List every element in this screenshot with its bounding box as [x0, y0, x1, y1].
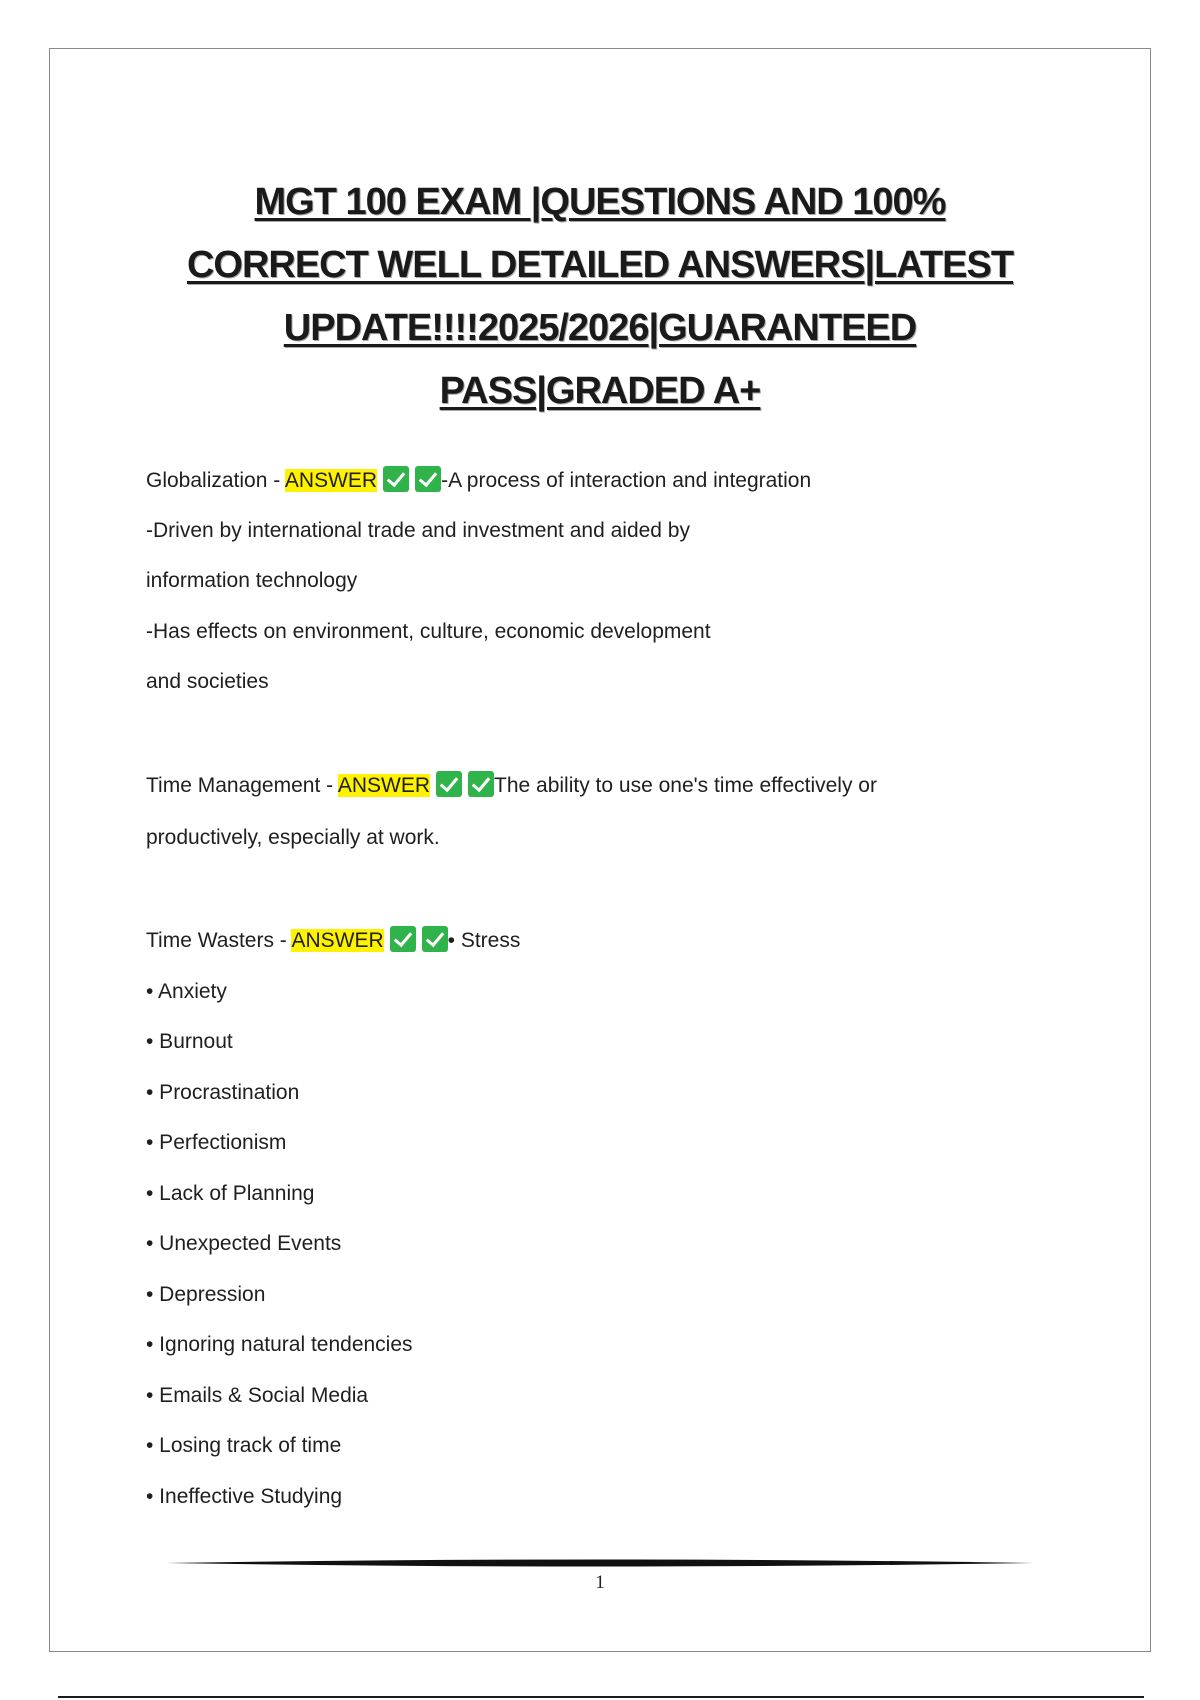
- check-mark-icon: [415, 466, 441, 492]
- entry-term: Time Wasters -: [146, 929, 292, 952]
- entry-answer-text: The ability to use one's time effectively or: [494, 774, 877, 797]
- entry-continuation-line: -Driven by international trade and investment and aided by: [146, 519, 690, 542]
- entry-continuation-line: productively, especially at work.: [146, 826, 440, 849]
- list-item: • Anxiety: [146, 980, 227, 1003]
- list-item: • Emails & Social Media: [146, 1384, 369, 1407]
- check-mark-icon: [390, 926, 416, 952]
- list-item: • Lack of Planning: [146, 1182, 315, 1205]
- entry-continuation-line: information technology: [146, 569, 358, 592]
- answer-highlight: ANSWER: [337, 774, 430, 797]
- page-number: 1: [595, 1572, 605, 1593]
- footer-divider: [166, 1558, 1034, 1568]
- entry-time-wasters-first-line: [146, 926, 520, 956]
- check-mark-icon: [383, 466, 409, 492]
- list-item: • Ineffective Studying: [146, 1485, 343, 1508]
- title-line: CORRECT WELL DETAILED ANSWERS|LATEST: [186, 244, 1014, 287]
- answer-highlight: ANSWER: [291, 929, 384, 952]
- check-mark-icon: [436, 771, 462, 797]
- entry-answer-text: • Stress: [447, 929, 521, 952]
- document-title: [170, 171, 1030, 423]
- entry-globalization-first-line: [146, 466, 811, 496]
- entry-term: Time Management -: [146, 774, 338, 797]
- list-item: • Losing track of time: [146, 1434, 342, 1457]
- list-item: • Unexpected Events: [146, 1232, 342, 1255]
- list-item: • Procrastination: [146, 1081, 300, 1104]
- list-item: • Perfectionism: [146, 1131, 287, 1154]
- title-line: UPDATE!!!!2025/2026|GUARANTEED: [283, 307, 917, 350]
- list-item: • Depression: [146, 1283, 266, 1306]
- answer-highlight: ANSWER: [284, 469, 378, 492]
- list-item: • Ignoring natural tendencies: [146, 1333, 413, 1356]
- page-separator: [58, 1696, 1144, 1698]
- check-mark-icon: [422, 926, 448, 952]
- entry-time-management-first-line: [146, 771, 877, 801]
- entry-continuation-line: -Has effects on environment, culture, economic development: [146, 620, 711, 643]
- title-line: PASS|GRADED A+: [439, 370, 761, 413]
- entry-term: Globalization -: [146, 469, 285, 492]
- entry-answer-text: -A process of interaction and integration: [441, 469, 812, 492]
- list-item: • Burnout: [146, 1030, 233, 1053]
- entry-continuation-line: and societies: [146, 670, 269, 693]
- check-mark-icon: [468, 771, 494, 797]
- title-line: MGT 100 EXAM |QUESTIONS AND 100%: [254, 181, 946, 224]
